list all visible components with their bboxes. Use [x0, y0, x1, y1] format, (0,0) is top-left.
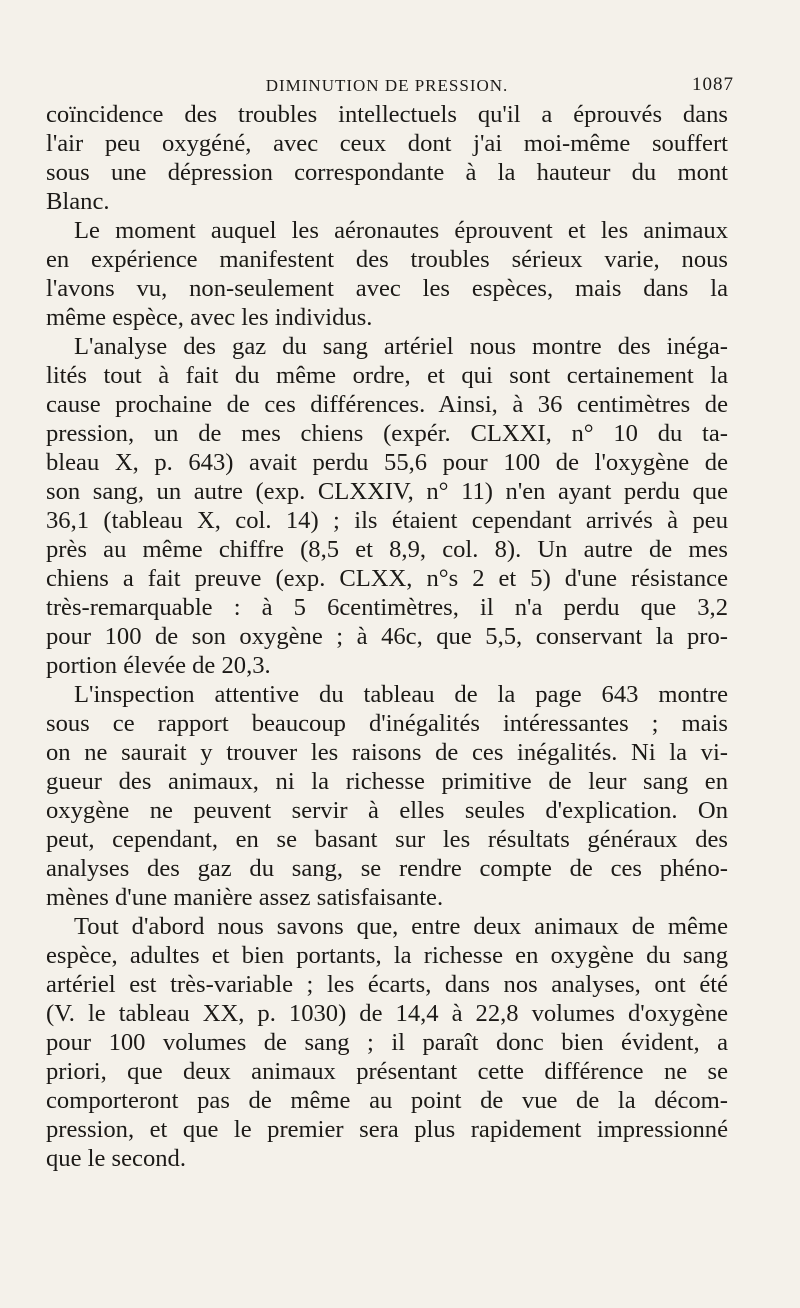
text-line: mènes d'une manière assez satisfaisante.	[46, 884, 444, 911]
text-line: lités tout à fait du même ordre, et qui sont certainement la	[46, 362, 728, 389]
text-line: même espèce, avec les individus.	[46, 304, 373, 331]
text-line: on ne saurait y trouver les raisons de ces inégalités. Ni la vi-	[46, 739, 728, 766]
text-line: artériel est très-variable ; les écarts, dans nos analyses, ont été	[46, 971, 728, 998]
text-line: 36,1 (tableau X, col. 14) ; ils étaient cependant arrivés à peu	[46, 507, 728, 534]
text-line: que le second.	[46, 1145, 186, 1172]
text-line: très-remarquable : à 5 6centimètres, il n'a perdu que 3,2	[46, 594, 728, 621]
text-line: Le moment auquel les aéronautes éprouvent et les animaux	[74, 217, 728, 244]
text-line: bleau X, p. 643) avait perdu 55,6 pour 100 de l'oxygène de	[46, 449, 728, 476]
text-line: l'air peu oxygéné, avec ceux dont j'ai moi-même souffert	[46, 130, 728, 157]
text-line: Blanc.	[46, 188, 110, 215]
text-line: comporteront pas de même au point de vue de la décom-	[46, 1087, 728, 1114]
text-line: coïncidence des troubles intellectuels qu'il a éprouvés dans	[46, 101, 728, 128]
text-line: L'analyse des gaz du sang artériel nous montre des inéga-	[74, 333, 728, 360]
text-line: analyses des gaz du sang, se rendre compte de ces phéno-	[46, 855, 728, 882]
book-page	[46, 72, 734, 1173]
running-head	[46, 72, 734, 100]
text-line: Tout d'abord nous savons que, entre deux animaux de même	[74, 913, 728, 940]
text-line: chiens a fait preuve (exp. CLXX, n°s 2 et 5) d'une résistance	[46, 565, 728, 592]
text-line: pression, et que le premier sera plus rapidement impressionné	[46, 1116, 728, 1143]
text-line: peut, cependant, en se basant sur les résultats généraux des	[46, 826, 728, 853]
body-text	[46, 100, 728, 1173]
text-line: l'avons vu, non-seulement avec les espèces, mais dans la	[46, 275, 728, 302]
text-line: pour 100 volumes de sang ; il paraît donc bien évident, a	[46, 1029, 728, 1056]
text-line: sous une dépression correspondante à la hauteur du mont	[46, 159, 728, 186]
text-line: (V. le tableau XX, p. 1030) de 14,4 à 22,8 volumes d'oxygène	[46, 1000, 728, 1027]
text-line: gueur des animaux, ni la richesse primitive de leur sang en	[46, 768, 728, 795]
running-title: DIMINUTION DE PRESSION.	[265, 76, 509, 95]
text-line: pression, un de mes chiens (expér. CLXXI, n° 10 du ta-	[46, 420, 728, 447]
text-line: espèce, adultes et bien portants, la richesse en oxygène du sang	[46, 942, 728, 969]
text-line: priori, que deux animaux présentant cette différence ne se	[46, 1058, 728, 1085]
text-line: cause prochaine de ces différences. Ainsi, à 36 centimètres de	[46, 391, 728, 418]
text-line: en expérience manifestent des troubles sérieux varie, nous	[46, 246, 728, 273]
text-line: L'inspection attentive du tableau de la page 643 montre	[74, 681, 728, 708]
text-line: pour 100 de son oxygène ; à 46c, que 5,5, conservant la pro-	[46, 623, 728, 650]
page-number: 1087	[692, 74, 734, 95]
text-line: sous ce rapport beaucoup d'inégalités intéressantes ; mais	[46, 710, 728, 737]
text-line: portion élevée de 20,3.	[46, 652, 271, 679]
text-line: son sang, un autre (exp. CLXXIV, n° 11) n'en ayant perdu que	[46, 478, 728, 505]
text-line: près au même chiffre (8,5 et 8,9, col. 8). Un autre de mes	[46, 536, 728, 563]
text-line: oxygène ne peuvent servir à elles seules d'explication. On	[46, 797, 728, 824]
